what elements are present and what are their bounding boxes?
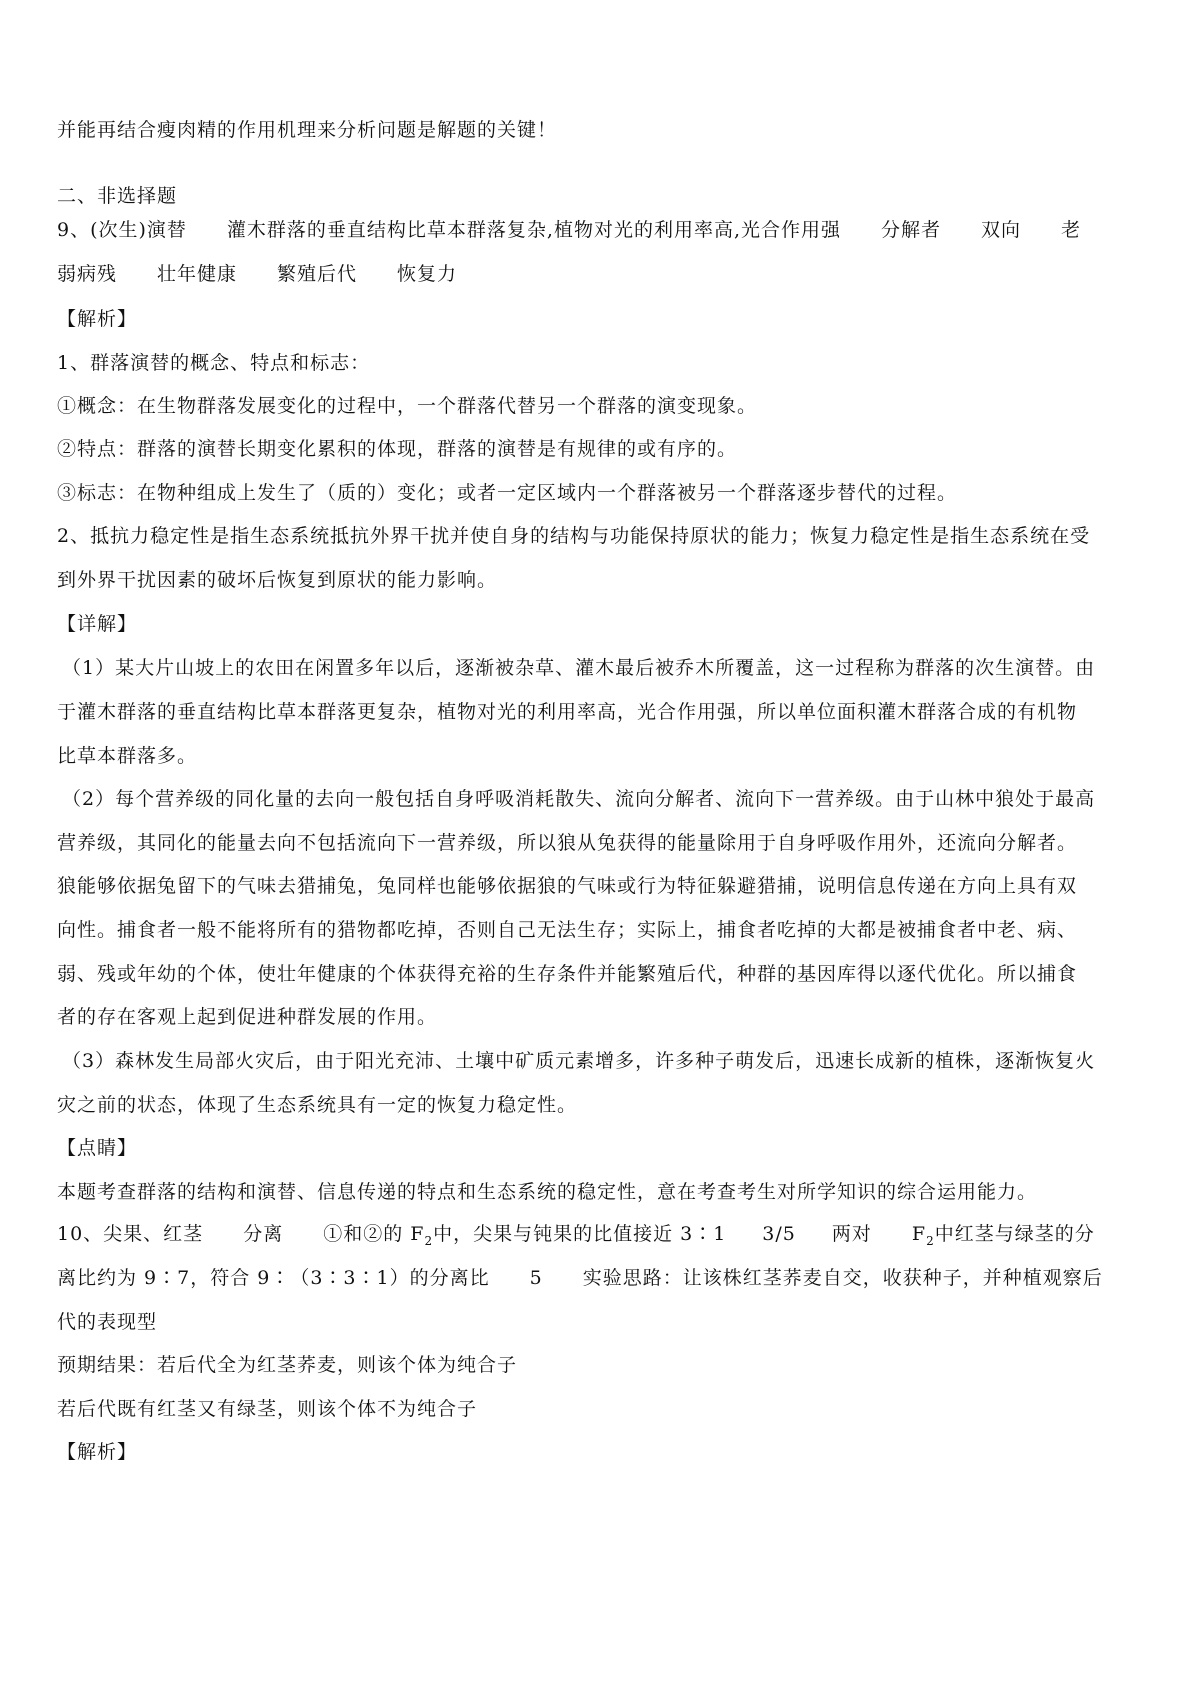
- q10-answer-1: 10、尖果、红茎: [57, 1223, 204, 1245]
- detail-line: （3）森林发生局部火灾后，由于阳光充沛、土壤中矿质元素增多，许多种子萌发后，迅速长成新的植株，逐渐恢复火: [62, 1050, 1096, 1072]
- detail-line: （1）某大片山坡上的农田在闲置多年以后，逐渐被杂草、灌木最后被乔木所覆盖，这一过程称为群落的次生演替。由: [62, 657, 1096, 679]
- analysis-line: ①概念：在生物群落发展变化的过程中，一个群落代替另一个群落的演变现象。: [57, 395, 758, 417]
- section-heading: 二、非选择题: [57, 185, 178, 207]
- q10-answer-4: 3/5: [762, 1223, 796, 1245]
- q10-answer-2: 分离: [243, 1223, 284, 1245]
- q10-answer-3: ①和②的 $F_2$中，尖果与钝果的比值接近 3∶1: [323, 1223, 727, 1248]
- detail-line: 比草本群落多。: [57, 745, 198, 767]
- q9-answer-line-1: [57, 218, 1081, 242]
- q10-answer-7: 5: [529, 1267, 543, 1289]
- q9-answer-7: 繁殖后代: [277, 263, 358, 285]
- q10-answer-5: 两对: [831, 1223, 872, 1245]
- intro-line: 并能再结合瘦肉精的作用机理来分析问题是解题的关键！: [57, 119, 558, 141]
- q10-analysis-heading: 【解析】: [57, 1441, 138, 1463]
- q9-answer-1: (次生)演替: [90, 219, 187, 241]
- q10-answer-line-3: 代的表现型: [57, 1311, 158, 1333]
- q10-answer-8: 实验思路：让该株红茎荞麦自交，收获种子，并种植观察后: [582, 1267, 1103, 1289]
- analysis-line: 到外界干扰因素的破坏后恢复到原状的能力影响。: [57, 569, 498, 591]
- q10-answer-6-cont: 离比约为 9∶7，符合 9∶（3∶3∶1）的分离比: [57, 1267, 490, 1289]
- analysis-line: 1、群落演替的概念、特点和标志：: [57, 352, 371, 374]
- detail-line: 向性。捕食者一般不能将所有的猎物都吃掉，否则自己无法生存；实际上，捕食者吃掉的大都是被捕食者中老、病、: [57, 919, 1078, 941]
- detail-line: 灾之前的状态，体现了生态系统具有一定的恢复力稳定性。: [57, 1094, 578, 1116]
- detail-line: 营养级，其同化的能量去向不包括流向下一营养级，所以狼从兔获得的能量除用于自身呼吸作用外，还流向分解者。: [57, 832, 1078, 854]
- analysis-heading: 【解析】: [57, 308, 138, 330]
- detail-line: 弱、残或年幼的个体，使壮年健康的个体获得充裕的生存条件并能繁殖后代，种群的基因库得以逐代优化。所以捕食: [57, 963, 1078, 985]
- comment-heading: 【点睛】: [57, 1137, 138, 1159]
- q9-answer-line-2: [57, 262, 457, 286]
- q9-answer-6: 壮年健康: [157, 263, 238, 285]
- detail-line: （2）每个营养级的同化量的去向一般包括自身呼吸消耗散失、流向分解者、流向下一营养级。由于山林中狼处于最高: [62, 788, 1096, 810]
- q10-answer-line-4: 预期结果：若后代全为红茎荞麦，则该个体为纯合子: [57, 1354, 518, 1376]
- detail-line: 于灌木群落的垂直结构比草本群落更复杂，植物对光的利用率高，光合作用强，所以单位面积灌木群落合成的有机物: [57, 701, 1078, 723]
- q9-answer-2: 灌木群落的垂直结构比草本群落复杂,植物对光的利用率高,光合作用强: [226, 219, 842, 241]
- q10-answer-line-2: [57, 1266, 1103, 1290]
- q10-answer-line-5: 若后代既有红茎又有绿茎，则该个体不为纯合子: [57, 1398, 478, 1420]
- detail-line: 狼能够依据兔留下的气味去猎捕兔，兔同样也能够依据狼的气味或行为特征躲避猎捕，说明信息传递在方向上具有双: [57, 875, 1078, 897]
- detail-heading: 【详解】: [57, 613, 138, 635]
- q9-answer-5-cont: 弱病残: [57, 263, 118, 285]
- q9-answer-5: 老: [1061, 219, 1082, 241]
- q10-answer-6: $F_2$中红茎与绿茎的分: [911, 1223, 1095, 1248]
- q9-answer-4: 双向: [981, 219, 1022, 241]
- analysis-line: 2、抵抗力稳定性是指生态系统抵抗外界干扰并使自身的结构与功能保持原状的能力；恢复力稳定性是指生态系统在受: [57, 525, 1091, 547]
- q9-answer-8: 恢复力: [397, 263, 458, 285]
- analysis-line: ②特点：群落的演替长期变化累积的体现，群落的演替是有规律的或有序的。: [57, 438, 738, 460]
- detail-line: 者的存在客观上起到促进种群发展的作用。: [57, 1006, 438, 1028]
- q9-number: 9、: [57, 219, 91, 241]
- analysis-line: ③标志：在物种组成上发生了（质的）变化；或者一定区域内一个群落被另一个群落逐步替代的过程。: [57, 482, 958, 504]
- q9-answer-3: 分解者: [881, 219, 942, 241]
- q10-answer-line-1: [57, 1222, 1095, 1246]
- comment-line: 本题考查群落的结构和演替、信息传递的特点和生态系统的稳定性，意在考查考生对所学知识的综合运用能力。: [57, 1181, 1038, 1203]
